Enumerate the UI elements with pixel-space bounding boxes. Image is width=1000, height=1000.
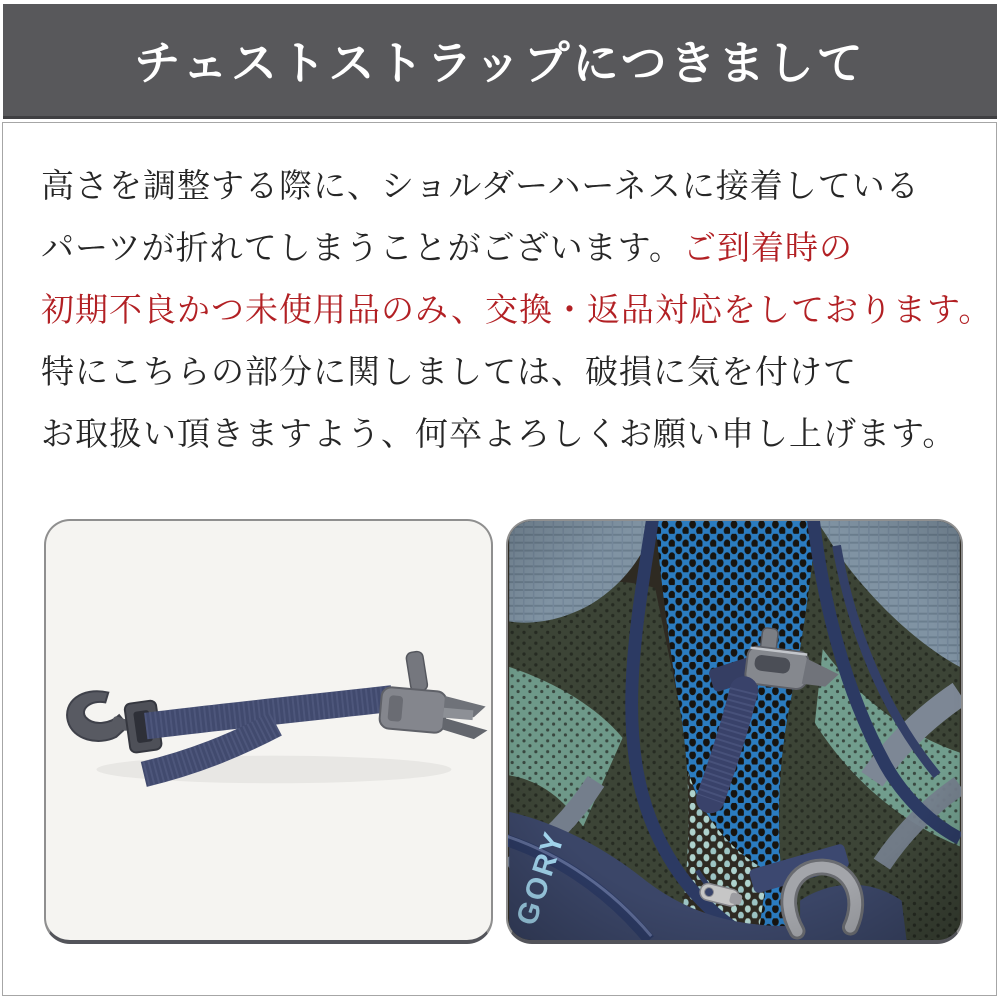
- notice-line-2: [41, 231, 978, 265]
- page-title: チェストストラップにつきまして: [134, 37, 866, 89]
- notice-line-3-warning: 初期不良かつ未使用品のみ、交換・返品対応をしております。: [41, 291, 993, 328]
- notice-line-4-text: 特にこちらの部分に関しましては、破損に気を付けて: [41, 353, 857, 390]
- notice-line-5: [41, 417, 978, 451]
- notice-line-1: [41, 169, 978, 203]
- notice-line-1-text: 高さを調整する際に、ショルダーハーネスに接着している: [41, 167, 920, 204]
- chest-strap-illustration: [46, 521, 491, 940]
- notice-line-2-text: パーツが折れてしまうことがございます。: [41, 229, 684, 266]
- strap-buckle: [379, 648, 491, 741]
- chest-strap-photo: [44, 519, 493, 944]
- backpack-photo: [506, 519, 963, 944]
- strap-hook-clip: [67, 691, 131, 741]
- notice-line-2-warning: ご到着時の: [683, 229, 854, 266]
- notice-text-block: [3, 123, 996, 451]
- backpack-illustration: [508, 521, 961, 940]
- header-banner: [3, 4, 997, 119]
- notice-line-3: [41, 291, 993, 328]
- notice-line-5-text: お取扱い頂きますよう、何卒よろしくお願い申し上げます。: [41, 415, 957, 452]
- notice-line-4: [41, 355, 978, 389]
